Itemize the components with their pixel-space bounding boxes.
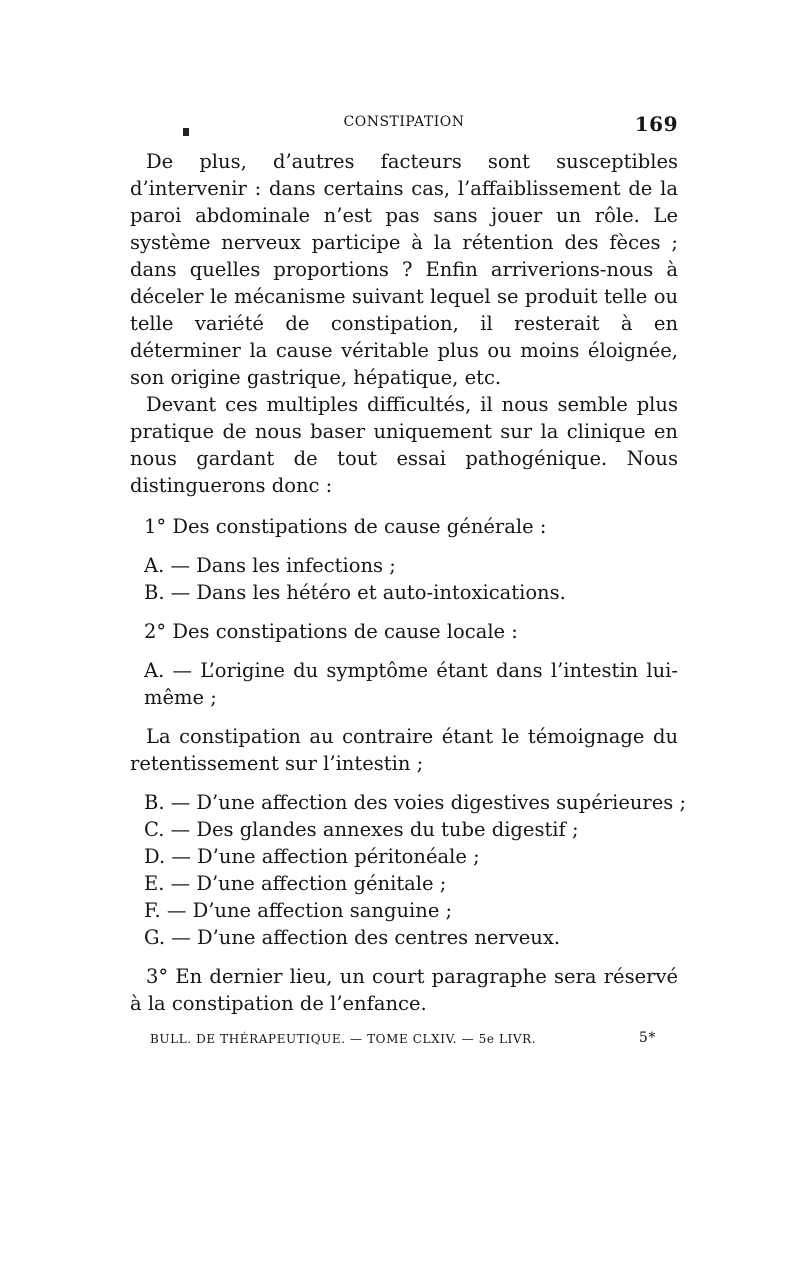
section-2-item-e: E. — D’une affection génitale ;: [144, 872, 447, 895]
paragraph-1: De plus, d’autres facteurs sont susceptibles d’intervenir : dans certains cas, l’affaiblissement de la paroi abdominale n’est pas sans jouer un rôle. Le système nerveux participe à la rétention des fèces ; dans quelles proportions ? Enfin arriverions-nous à déceler le mécanisme suivant lequel se produit telle ou telle variété de constipation, il resterait à en déterminer la cause véritable plus ou moins éloignée, son origine gastrique, hépatique, etc.: [130, 150, 678, 389]
section-1-item-b: B. — Dans les hétéro et auto-intoxications.: [144, 581, 566, 604]
footer-signature-mark: 5*: [638, 1030, 656, 1046]
section-1-item-a: A. — Dans les infections ;: [144, 554, 396, 577]
section-2-item-f: F. — D’une affection sanguine ;: [144, 899, 453, 922]
footer-signature: BULL. DE THÉRAPEUTIQUE. — TOME CLXIV. — 5e LIVR.: [150, 1032, 537, 1046]
main-text: [130, 148, 687, 1017]
section-2-note: La constipation au contraire étant le témoignage du retentissement sur l’intestin ;: [130, 725, 678, 775]
section-2-item-a: A. — L’origine du symptôme étant dans l’intestin lui-même ;: [144, 659, 678, 709]
paragraph-2: Devant ces multiples difficultés, il nous semble plus pratique de nous baser uniquement sur la clinique en nous gardant de tout essai pathogénique. Nous distinguerons donc :: [130, 393, 678, 497]
section-2-item-c: C. — Des glandes annexes du tube digestif ;: [144, 818, 579, 841]
section-2-title: 2° Des constipations de cause locale :: [144, 620, 518, 643]
running-head: [130, 114, 678, 138]
page-number: 169: [634, 112, 678, 136]
running-title: CONSTIPATION: [343, 114, 465, 130]
section-3: 3° En dernier lieu, un court paragraphe sera réservé à la constipation de l’enfance.: [130, 965, 678, 1015]
section-2-item-b: B. — D’une affection des voies digestives supérieures ;: [144, 791, 687, 814]
section-2-item-g: G. — D’une affection des centres nerveux.: [144, 926, 561, 949]
section-1-title: 1° Des constipations de cause générale :: [144, 515, 547, 538]
section-2-item-d: D. — D’une affection péritonéale ;: [144, 845, 480, 868]
page-footer: [150, 1028, 656, 1050]
